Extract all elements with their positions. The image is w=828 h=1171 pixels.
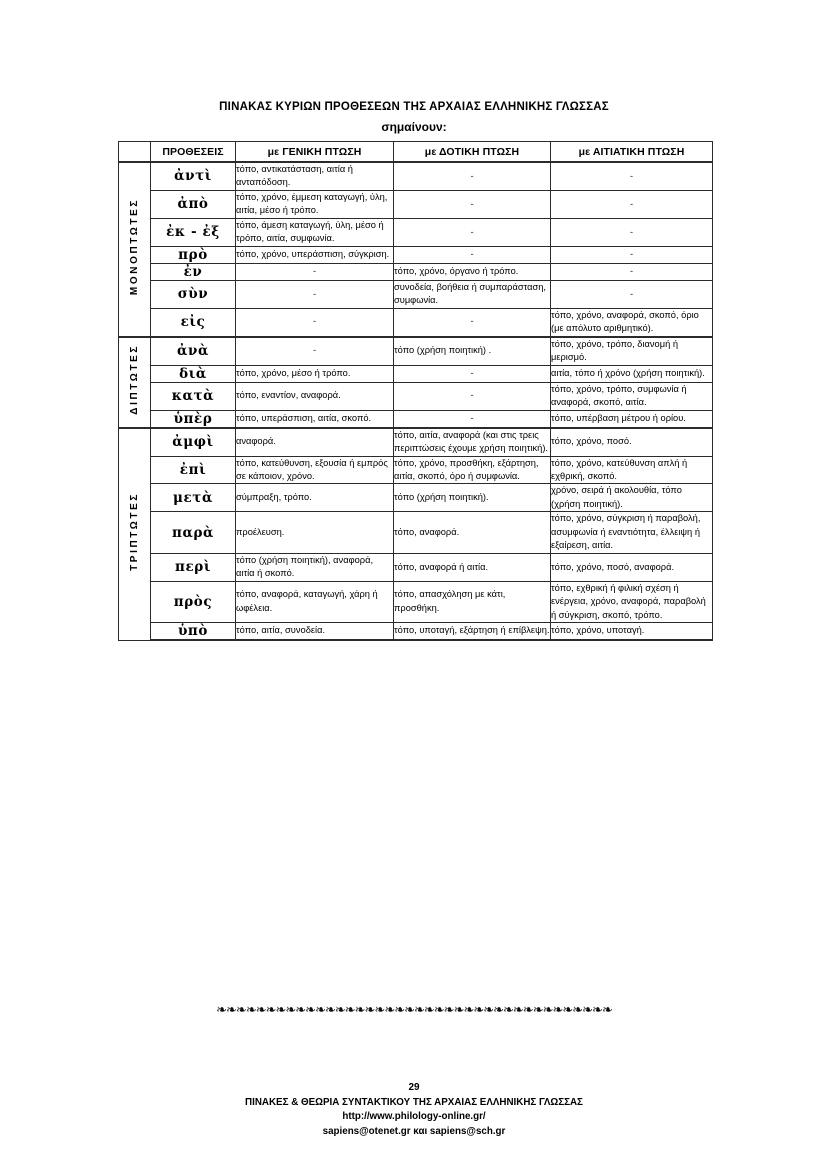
preposition-cell: διὰ bbox=[151, 365, 236, 382]
genitive-meaning-cell: - bbox=[236, 337, 394, 365]
genitive-meaning-cell: τόπο, υπεράσπιση, αιτία, σκοπό. bbox=[236, 410, 394, 428]
preposition-cell: παρὰ bbox=[151, 512, 236, 553]
table-row bbox=[119, 246, 713, 263]
table-row bbox=[119, 218, 713, 246]
accusative-meaning-cell: τόπο, χρόνο, ποσό. bbox=[551, 428, 713, 456]
genitive-meaning-cell: τόπο, αιτία, συνοδεία. bbox=[236, 623, 394, 641]
accusative-meaning-cell: τόπο, χρόνο, σύγκριση ή παραβολή, ασυμφωνία ή εναντιότητα, έλλειψη ή εξαίρεση, αιτία. bbox=[551, 512, 713, 553]
preposition-cell: ὑπὲρ bbox=[151, 410, 236, 428]
section-label: ΔΙΠΤΩΤΕΣ bbox=[128, 344, 140, 415]
table-row bbox=[119, 553, 713, 581]
table-row bbox=[119, 410, 713, 428]
preposition-cell: ἐπὶ bbox=[151, 456, 236, 484]
footer-url: http://www.philology-online.gr/ bbox=[342, 1111, 486, 1123]
dative-meaning-cell: - bbox=[394, 190, 551, 218]
accusative-meaning-cell: τόπο, χρόνο, ποσό, αναφορά. bbox=[551, 553, 713, 581]
table-row bbox=[119, 263, 713, 280]
prepositions-table bbox=[118, 141, 713, 641]
genitive-meaning-cell: τόπο, αναφορά, καταγωγή, χάρη ή ωφέλεια. bbox=[236, 581, 394, 622]
dative-meaning-cell: τόπο (χρήση ποιητική) . bbox=[394, 337, 551, 365]
genitive-meaning-cell: τόπο, χρόνο, έμμεση καταγωγή, ύλη, αιτία, μέσο ή τρόπο. bbox=[236, 190, 394, 218]
accusative-meaning-cell: τόπο, χρόνο, υποταγή. bbox=[551, 623, 713, 641]
accusative-meaning-cell: αιτία, τόπο ή χρόνο (χρήση ποιητική). bbox=[551, 365, 713, 382]
genitive-meaning-cell: τόπο, αντικατάσταση, αιτία ή ανταπόδοση. bbox=[236, 162, 394, 190]
table-row bbox=[119, 623, 713, 641]
header-accusative: με ΑΙΤΙΑΤΙΚΗ ΠΤΩΣΗ bbox=[551, 142, 713, 163]
table-header-row bbox=[119, 142, 713, 163]
table-row bbox=[119, 162, 713, 190]
page-subtitle: σημαίνουν: bbox=[381, 119, 447, 134]
genitive-meaning-cell: προέλευση. bbox=[236, 512, 394, 553]
section-label: ΜΟΝΟΠΤΩΤΕΣ bbox=[128, 198, 140, 296]
dative-meaning-cell: συνοδεία, βοήθεια ή συμπαράσταση, συμφωνία. bbox=[394, 280, 551, 308]
preposition-cell: ἀμφὶ bbox=[151, 428, 236, 456]
genitive-meaning-cell: αναφορά. bbox=[236, 428, 394, 456]
dative-meaning-cell: - bbox=[394, 382, 551, 410]
dative-meaning-cell: τόπο, χρόνο, προσθήκη, εξάρτηση, αιτία, σκοπό, όρο ή συμφωνία. bbox=[394, 456, 551, 484]
accusative-meaning-cell: - bbox=[551, 280, 713, 308]
accusative-meaning-cell: - bbox=[551, 246, 713, 263]
header-dative: με ΔΟΤΙΚΗ ΠΤΩΣΗ bbox=[394, 142, 551, 163]
section-label-cell bbox=[119, 428, 151, 641]
genitive-meaning-cell: τόπο, άμεση καταγωγή, ύλη, μέσο ή τρόπο, αιτία, συμφωνία. bbox=[236, 218, 394, 246]
dative-meaning-cell: τόπο, αναφορά ή αιτία. bbox=[394, 553, 551, 581]
genitive-meaning-cell: τόπο (χρήση ποιητική), αναφορά, αιτία ή σκοπό. bbox=[236, 553, 394, 581]
genitive-meaning-cell: σύμπραξη, τρόπο. bbox=[236, 484, 394, 512]
section-label-cell bbox=[119, 337, 151, 428]
dative-meaning-cell: τόπο, χρόνο, όργανο ή τρόπο. bbox=[394, 263, 551, 280]
section-label: ΤΡΙΠΤΩΤΕΣ bbox=[128, 492, 140, 572]
accusative-meaning-cell: τόπο, υπέρβαση μέτρου ή ορίου. bbox=[551, 410, 713, 428]
dative-meaning-cell: τόπο, υποταγή, εξάρτηση ή επίβλεψη. bbox=[394, 623, 551, 641]
table-row bbox=[119, 190, 713, 218]
preposition-cell: ἀπὸ bbox=[151, 190, 236, 218]
table-header bbox=[119, 142, 713, 163]
table-row bbox=[119, 365, 713, 382]
dative-meaning-cell: - bbox=[394, 365, 551, 382]
table-row bbox=[119, 484, 713, 512]
accusative-meaning-cell: τόπο, εχθρική ή φιλική σχέση ή ενέργεια, χρόνο, αναφορά, παραβολή ή σύγκριση, σκοπό, τρόπο. bbox=[551, 581, 713, 622]
header-section-blank bbox=[119, 142, 151, 163]
preposition-cell: πρὸς bbox=[151, 581, 236, 622]
footer-source-title: ΠΙΝΑΚΕΣ & ΘΕΩΡΙΑ ΣΥΝΤΑΚΤΙΚΟΥ ΤΗΣ ΑΡΧΑΙΑΣ ΕΛΛΗΝΙΚΗΣ ΓΛΩΣΣΑΣ bbox=[245, 1096, 583, 1108]
table-row bbox=[119, 581, 713, 622]
genitive-meaning-cell: τόπο, χρόνο, μέσο ή τρόπο. bbox=[236, 365, 394, 382]
preposition-cell: κατὰ bbox=[151, 382, 236, 410]
genitive-meaning-cell: τόπο, κατεύθυνση, εξουσία ή εμπρός σε κάποιον, χρόνο. bbox=[236, 456, 394, 484]
preposition-cell: ἀντὶ bbox=[151, 162, 236, 190]
page-footer bbox=[0, 1081, 828, 1140]
table-row bbox=[119, 428, 713, 456]
ornamental-divider: ❧❧❧❧❧❧❧❧❧❧❧❧❧❧❧❧❧❧❧❧❧❧❧❧❧❧❧❧❧❧❧❧❧❧❧❧❧❧❧❧ bbox=[216, 1004, 612, 1017]
table-row bbox=[119, 337, 713, 365]
dative-meaning-cell: τόπο, αιτία, αναφορά (και στις τρεις περιπτώσεις έχουμε χρήση ποιητική). bbox=[394, 428, 551, 456]
page-number: 29 bbox=[408, 1082, 420, 1093]
dative-meaning-cell: τόπο (χρήση ποιητική). bbox=[394, 484, 551, 512]
table-row bbox=[119, 456, 713, 484]
dative-meaning-cell: - bbox=[394, 162, 551, 190]
table-row bbox=[119, 382, 713, 410]
preposition-cell: μετὰ bbox=[151, 484, 236, 512]
preposition-cell: ἀνὰ bbox=[151, 337, 236, 365]
genitive-meaning-cell: τόπο, εναντίον, αναφορά. bbox=[236, 382, 394, 410]
accusative-meaning-cell: - bbox=[551, 218, 713, 246]
preposition-cell: περὶ bbox=[151, 553, 236, 581]
dative-meaning-cell: τόπο, αναφορά. bbox=[394, 512, 551, 553]
preposition-cell: ἐν bbox=[151, 263, 236, 280]
accusative-meaning-cell: τόπο, χρόνο, τρόπο, συμφωνία ή αναφορά, σκοπό, αιτία. bbox=[551, 382, 713, 410]
dative-meaning-cell: - bbox=[394, 246, 551, 263]
genitive-meaning-cell: τόπο, χρόνο, υπεράσπιση, σύγκριση. bbox=[236, 246, 394, 263]
preposition-cell: εἰς bbox=[151, 308, 236, 336]
accusative-meaning-cell: - bbox=[551, 162, 713, 190]
table-row bbox=[119, 308, 713, 336]
table-row bbox=[119, 280, 713, 308]
accusative-meaning-cell: τόπο, χρόνο, τρόπο, διανομή ή μερισμό. bbox=[551, 337, 713, 365]
accusative-meaning-cell: χρόνο, σειρά ή ακολουθία, τόπο (χρήση ποιητική). bbox=[551, 484, 713, 512]
dative-meaning-cell: - bbox=[394, 410, 551, 428]
table-row bbox=[119, 512, 713, 553]
accusative-meaning-cell: τόπο, χρόνο, αναφορά, σκοπό, όριο (με απόλυτο αριθμητικό). bbox=[551, 308, 713, 336]
genitive-meaning-cell: - bbox=[236, 308, 394, 336]
title-block bbox=[0, 100, 828, 135]
genitive-meaning-cell: - bbox=[236, 263, 394, 280]
genitive-meaning-cell: - bbox=[236, 280, 394, 308]
dative-meaning-cell: τόπο, απασχόληση με κάτι, προσθήκη. bbox=[394, 581, 551, 622]
preposition-cell: ὑπὸ bbox=[151, 623, 236, 641]
table-body bbox=[119, 162, 713, 640]
accusative-meaning-cell: - bbox=[551, 190, 713, 218]
page-title: ΠΙΝΑΚΑΣ ΚΥΡΙΩΝ ΠΡΟΘΕΣΕΩΝ ΤΗΣ ΑΡΧΑΙΑΣ ΕΛΛΗΝΙΚΗΣ ΓΛΩΣΣΑΣ bbox=[219, 101, 609, 113]
dative-meaning-cell: - bbox=[394, 218, 551, 246]
header-genitive: με ΓΕΝΙΚΗ ΠΤΩΣΗ bbox=[236, 142, 394, 163]
section-label-cell bbox=[119, 162, 151, 337]
dative-meaning-cell: - bbox=[394, 308, 551, 336]
preposition-cell: σὺν bbox=[151, 280, 236, 308]
preposition-cell: ἐκ - ἐξ bbox=[151, 218, 236, 246]
header-prepositions: ΠΡΟΘΕΣΕΙΣ bbox=[151, 142, 236, 163]
accusative-meaning-cell: - bbox=[551, 263, 713, 280]
accusative-meaning-cell: τόπο, χρόνο, κατεύθυνση απλή ή εχθρική, σκοπό. bbox=[551, 456, 713, 484]
prepositions-table-container bbox=[118, 141, 712, 641]
preposition-cell: πρὸ bbox=[151, 246, 236, 263]
footer-emails: sapiens@otenet.gr και sapiens@sch.gr bbox=[322, 1125, 506, 1137]
